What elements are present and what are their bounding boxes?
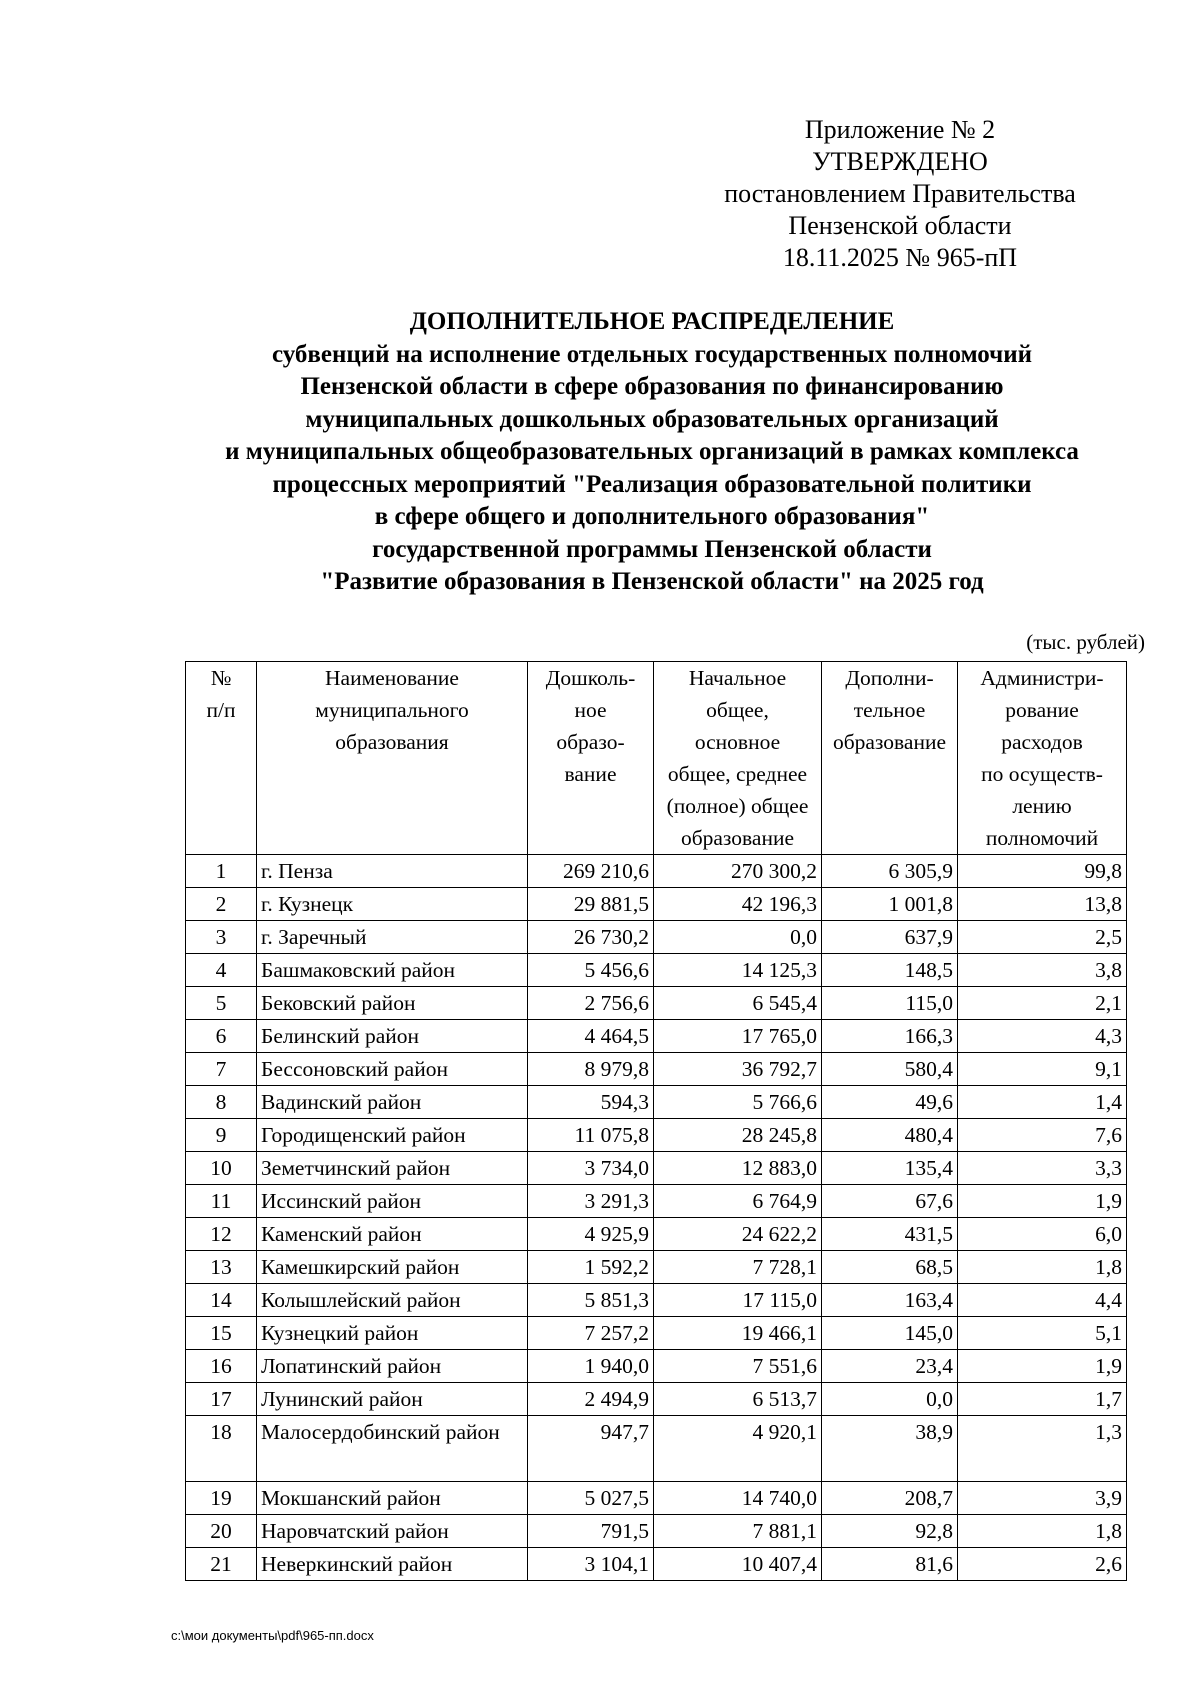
header-line: Наименование bbox=[325, 666, 459, 690]
table-row bbox=[186, 1185, 1127, 1218]
cell-administration: 1,3 bbox=[958, 1416, 1127, 1482]
table-row bbox=[186, 921, 1127, 954]
appendix-line: УТВЕРЖДЕНО bbox=[812, 147, 988, 176]
cell-number: 10 bbox=[186, 1152, 257, 1185]
table-body bbox=[186, 855, 1127, 1581]
cell-general: 17 115,0 bbox=[654, 1284, 822, 1317]
cell-general: 14 740,0 bbox=[654, 1482, 822, 1515]
title-line: в сфере общего и дополнительного образования" bbox=[374, 503, 930, 530]
cell-number: 6 bbox=[186, 1020, 257, 1053]
header-municipality bbox=[257, 662, 528, 855]
cell-administration: 2,5 bbox=[958, 921, 1127, 954]
cell-general: 5 766,6 bbox=[654, 1086, 822, 1119]
cell-general: 17 765,0 bbox=[654, 1020, 822, 1053]
cell-preschool: 594,3 bbox=[528, 1086, 654, 1119]
appendix-line: Приложение № 2 bbox=[804, 115, 996, 144]
appendix-line: 18.11.2025 № 965-пП bbox=[782, 243, 1018, 272]
cell-municipality: Каменский район bbox=[257, 1218, 528, 1251]
header-additional bbox=[822, 662, 958, 855]
title-line: и муниципальных общеобразовательных организаций в рамках комплекса bbox=[225, 438, 1079, 465]
header-line: рование bbox=[1005, 698, 1079, 722]
cell-general: 7 551,6 bbox=[654, 1350, 822, 1383]
cell-municipality: Белинский район bbox=[257, 1020, 528, 1053]
cell-additional: 431,5 bbox=[822, 1218, 958, 1251]
cell-preschool: 5 851,3 bbox=[528, 1284, 654, 1317]
cell-preschool: 1 592,2 bbox=[528, 1251, 654, 1284]
cell-municipality: Иссинский район bbox=[257, 1185, 528, 1218]
cell-administration: 4,3 bbox=[958, 1020, 1127, 1053]
cell-preschool: 2 756,6 bbox=[528, 987, 654, 1020]
cell-preschool: 791,5 bbox=[528, 1515, 654, 1548]
cell-preschool: 5 456,6 bbox=[528, 954, 654, 987]
cell-general: 7 881,1 bbox=[654, 1515, 822, 1548]
cell-administration: 99,8 bbox=[958, 855, 1127, 888]
header-line: общее, bbox=[706, 698, 769, 722]
cell-municipality: Наровчатский район bbox=[257, 1515, 528, 1548]
cell-administration: 1,8 bbox=[958, 1251, 1127, 1284]
document-title bbox=[150, 306, 1154, 599]
table-row bbox=[186, 1086, 1127, 1119]
header-line: Дошколь- bbox=[545, 666, 636, 690]
cell-general: 28 245,8 bbox=[654, 1119, 822, 1152]
cell-preschool: 4 464,5 bbox=[528, 1020, 654, 1053]
appendix-block bbox=[690, 114, 1110, 274]
header-line: образо- bbox=[556, 730, 625, 754]
cell-general: 6 513,7 bbox=[654, 1383, 822, 1416]
cell-number: 2 bbox=[186, 888, 257, 921]
cell-municipality: Мокшанский район bbox=[257, 1482, 528, 1515]
title-line: субвенций на исполнение отдельных государственных полномочий bbox=[271, 340, 1033, 368]
cell-additional: 148,5 bbox=[822, 954, 958, 987]
header-line: образование bbox=[680, 826, 795, 850]
cell-additional: 145,0 bbox=[822, 1317, 958, 1350]
cell-municipality: г. Кузнецк bbox=[257, 888, 528, 921]
table-row bbox=[186, 1416, 1127, 1482]
header-line: образование bbox=[832, 730, 947, 754]
title-line: муниципальных дошкольных образовательных организаций bbox=[305, 405, 999, 433]
cell-additional: 23,4 bbox=[822, 1350, 958, 1383]
cell-general: 4 920,1 bbox=[654, 1416, 822, 1482]
header-line: по осуществ- bbox=[981, 762, 1103, 786]
header-line: (полное) общее bbox=[666, 794, 809, 818]
cell-additional: 166,3 bbox=[822, 1020, 958, 1053]
cell-administration: 1,9 bbox=[958, 1350, 1127, 1383]
header-line: ное bbox=[574, 698, 607, 722]
cell-municipality: Вадинский район bbox=[257, 1086, 528, 1119]
cell-municipality: Городищенский район bbox=[257, 1119, 528, 1152]
cell-additional: 68,5 bbox=[822, 1251, 958, 1284]
cell-administration: 2,1 bbox=[958, 987, 1127, 1020]
cell-preschool: 11 075,8 bbox=[528, 1119, 654, 1152]
header-line: основное bbox=[694, 730, 781, 754]
title-line: "Развитие образования в Пензенской области" на 2025 год bbox=[320, 568, 984, 595]
header-line: Администри- bbox=[980, 666, 1104, 690]
cell-preschool: 1 940,0 bbox=[528, 1350, 654, 1383]
cell-additional: 0,0 bbox=[822, 1383, 958, 1416]
cell-municipality: Камешкирский район bbox=[257, 1251, 528, 1284]
header-line: муниципального bbox=[315, 698, 469, 722]
cell-number: 17 bbox=[186, 1383, 257, 1416]
cell-municipality: Лунинский район bbox=[257, 1383, 528, 1416]
cell-general: 270 300,2 bbox=[654, 855, 822, 888]
cell-number: 15 bbox=[186, 1317, 257, 1350]
header-general bbox=[654, 662, 822, 855]
cell-preschool: 29 881,5 bbox=[528, 888, 654, 921]
distribution-table bbox=[185, 661, 1127, 1581]
cell-number: 4 bbox=[186, 954, 257, 987]
table-row bbox=[186, 1119, 1127, 1152]
cell-general: 24 622,2 bbox=[654, 1218, 822, 1251]
cell-preschool: 269 210,6 bbox=[528, 855, 654, 888]
table-row bbox=[186, 1284, 1127, 1317]
cell-general: 10 407,4 bbox=[654, 1548, 822, 1581]
cell-administration: 1,4 bbox=[958, 1086, 1127, 1119]
table-row bbox=[186, 1482, 1127, 1515]
table-row bbox=[186, 1053, 1127, 1086]
cell-additional: 480,4 bbox=[822, 1119, 958, 1152]
header-line: общее, среднее bbox=[667, 762, 808, 786]
title-line: процессных мероприятий "Реализация образовательной политики bbox=[272, 470, 1032, 498]
cell-general: 0,0 bbox=[654, 921, 822, 954]
cell-administration: 3,8 bbox=[958, 954, 1127, 987]
cell-general: 19 466,1 bbox=[654, 1317, 822, 1350]
table-row bbox=[186, 1350, 1127, 1383]
cell-additional: 135,4 bbox=[822, 1152, 958, 1185]
cell-number: 19 bbox=[186, 1482, 257, 1515]
cell-general: 14 125,3 bbox=[654, 954, 822, 987]
table-row bbox=[186, 1251, 1127, 1284]
header-line: лению bbox=[1012, 794, 1072, 818]
cell-general: 42 196,3 bbox=[654, 888, 822, 921]
cell-additional: 580,4 bbox=[822, 1053, 958, 1086]
cell-administration: 7,6 bbox=[958, 1119, 1127, 1152]
cell-preschool: 947,7 bbox=[528, 1416, 654, 1482]
cell-general: 6 545,4 bbox=[654, 987, 822, 1020]
table-row bbox=[186, 1548, 1127, 1581]
cell-additional: 637,9 bbox=[822, 921, 958, 954]
cell-number: 9 bbox=[186, 1119, 257, 1152]
cell-number: 13 bbox=[186, 1251, 257, 1284]
cell-administration: 9,1 bbox=[958, 1053, 1127, 1086]
cell-municipality: Лопатинский район bbox=[257, 1350, 528, 1383]
table-row bbox=[186, 1383, 1127, 1416]
table-row bbox=[186, 1020, 1127, 1053]
cell-municipality: Колышлейский район bbox=[257, 1284, 528, 1317]
cell-administration: 5,1 bbox=[958, 1317, 1127, 1350]
cell-administration: 4,4 bbox=[958, 1284, 1127, 1317]
header-administration bbox=[958, 662, 1127, 855]
cell-administration: 1,8 bbox=[958, 1515, 1127, 1548]
cell-municipality: Бековский район bbox=[257, 987, 528, 1020]
cell-municipality: Башмаковский район bbox=[257, 954, 528, 987]
appendix-line: Пензенской области bbox=[788, 211, 1012, 240]
cell-administration: 1,9 bbox=[958, 1185, 1127, 1218]
cell-administration: 1,7 bbox=[958, 1383, 1127, 1416]
header-line: № bbox=[210, 666, 232, 690]
header-line: тельное bbox=[853, 698, 926, 722]
cell-administration: 3,9 bbox=[958, 1482, 1127, 1515]
cell-general: 12 883,0 bbox=[654, 1152, 822, 1185]
cell-number: 11 bbox=[186, 1185, 257, 1218]
cell-number: 16 bbox=[186, 1350, 257, 1383]
cell-preschool: 8 979,8 bbox=[528, 1053, 654, 1086]
cell-number: 3 bbox=[186, 921, 257, 954]
cell-municipality: г. Заречный bbox=[257, 921, 528, 954]
cell-preschool: 3 291,3 bbox=[528, 1185, 654, 1218]
header-line: образования bbox=[335, 730, 449, 754]
cell-municipality: г. Пенза bbox=[257, 855, 528, 888]
cell-additional: 81,6 bbox=[822, 1548, 958, 1581]
header-line: п/п bbox=[206, 698, 236, 722]
cell-number: 20 bbox=[186, 1515, 257, 1548]
cell-general: 6 764,9 bbox=[654, 1185, 822, 1218]
cell-municipality: Кузнецкий район bbox=[257, 1317, 528, 1350]
cell-additional: 67,6 bbox=[822, 1185, 958, 1218]
cell-administration: 3,3 bbox=[958, 1152, 1127, 1185]
table-row bbox=[186, 1152, 1127, 1185]
table-row bbox=[186, 888, 1127, 921]
table-row bbox=[186, 1317, 1127, 1350]
cell-number: 5 bbox=[186, 987, 257, 1020]
header-preschool bbox=[528, 662, 654, 855]
cell-additional: 6 305,9 bbox=[822, 855, 958, 888]
cell-preschool: 5 027,5 bbox=[528, 1482, 654, 1515]
cell-number: 18 bbox=[186, 1416, 257, 1482]
table-row bbox=[186, 954, 1127, 987]
units-label: (тыс. рублей) bbox=[1026, 630, 1145, 654]
header-line: расходов bbox=[1001, 730, 1083, 754]
cell-number: 21 bbox=[186, 1548, 257, 1581]
cell-general: 7 728,1 bbox=[654, 1251, 822, 1284]
title-line: ДОПОЛНИТЕЛЬНОЕ РАСПРЕДЕЛЕНИЕ bbox=[409, 308, 895, 335]
cell-municipality: Неверкинский район bbox=[257, 1548, 528, 1581]
header-line: Начальное bbox=[688, 666, 787, 690]
cell-administration: 6,0 bbox=[958, 1218, 1127, 1251]
cell-number: 14 bbox=[186, 1284, 257, 1317]
cell-number: 7 bbox=[186, 1053, 257, 1086]
cell-municipality: Бессоновский район bbox=[257, 1053, 528, 1086]
table-row bbox=[186, 855, 1127, 888]
cell-additional: 38,9 bbox=[822, 1416, 958, 1482]
table-row bbox=[186, 1515, 1127, 1548]
table-row bbox=[186, 1218, 1127, 1251]
cell-administration: 13,8 bbox=[958, 888, 1127, 921]
header-line: Дополни- bbox=[845, 666, 934, 690]
file-path-footer: c:\мои документы\pdf\965-пп.docx bbox=[171, 1628, 374, 1643]
cell-additional: 208,7 bbox=[822, 1482, 958, 1515]
title-line: государственной программы Пензенской области bbox=[372, 535, 932, 563]
cell-number: 12 bbox=[186, 1218, 257, 1251]
cell-additional: 115,0 bbox=[822, 987, 958, 1020]
cell-general: 36 792,7 bbox=[654, 1053, 822, 1086]
cell-preschool: 3 104,1 bbox=[528, 1548, 654, 1581]
cell-additional: 163,4 bbox=[822, 1284, 958, 1317]
title-line: Пензенской области в сфере образования по финансированию bbox=[300, 373, 1004, 400]
table-header-row bbox=[186, 662, 1127, 855]
cell-additional: 1 001,8 bbox=[822, 888, 958, 921]
cell-preschool: 2 494,9 bbox=[528, 1383, 654, 1416]
table-row bbox=[186, 987, 1127, 1020]
header-line: полномочий bbox=[985, 826, 1099, 850]
header-line: вание bbox=[564, 762, 617, 786]
cell-preschool: 4 925,9 bbox=[528, 1218, 654, 1251]
appendix-line: постановлением Правительства bbox=[724, 179, 1076, 208]
cell-number: 8 bbox=[186, 1086, 257, 1119]
cell-preschool: 3 734,0 bbox=[528, 1152, 654, 1185]
cell-administration: 2,6 bbox=[958, 1548, 1127, 1581]
cell-additional: 92,8 bbox=[822, 1515, 958, 1548]
cell-additional: 49,6 bbox=[822, 1086, 958, 1119]
cell-municipality: Малосердобинский район bbox=[257, 1416, 528, 1482]
cell-number: 1 bbox=[186, 855, 257, 888]
header-number bbox=[186, 662, 257, 855]
cell-preschool: 26 730,2 bbox=[528, 921, 654, 954]
cell-municipality: Земетчинский район bbox=[257, 1152, 528, 1185]
cell-preschool: 7 257,2 bbox=[528, 1317, 654, 1350]
